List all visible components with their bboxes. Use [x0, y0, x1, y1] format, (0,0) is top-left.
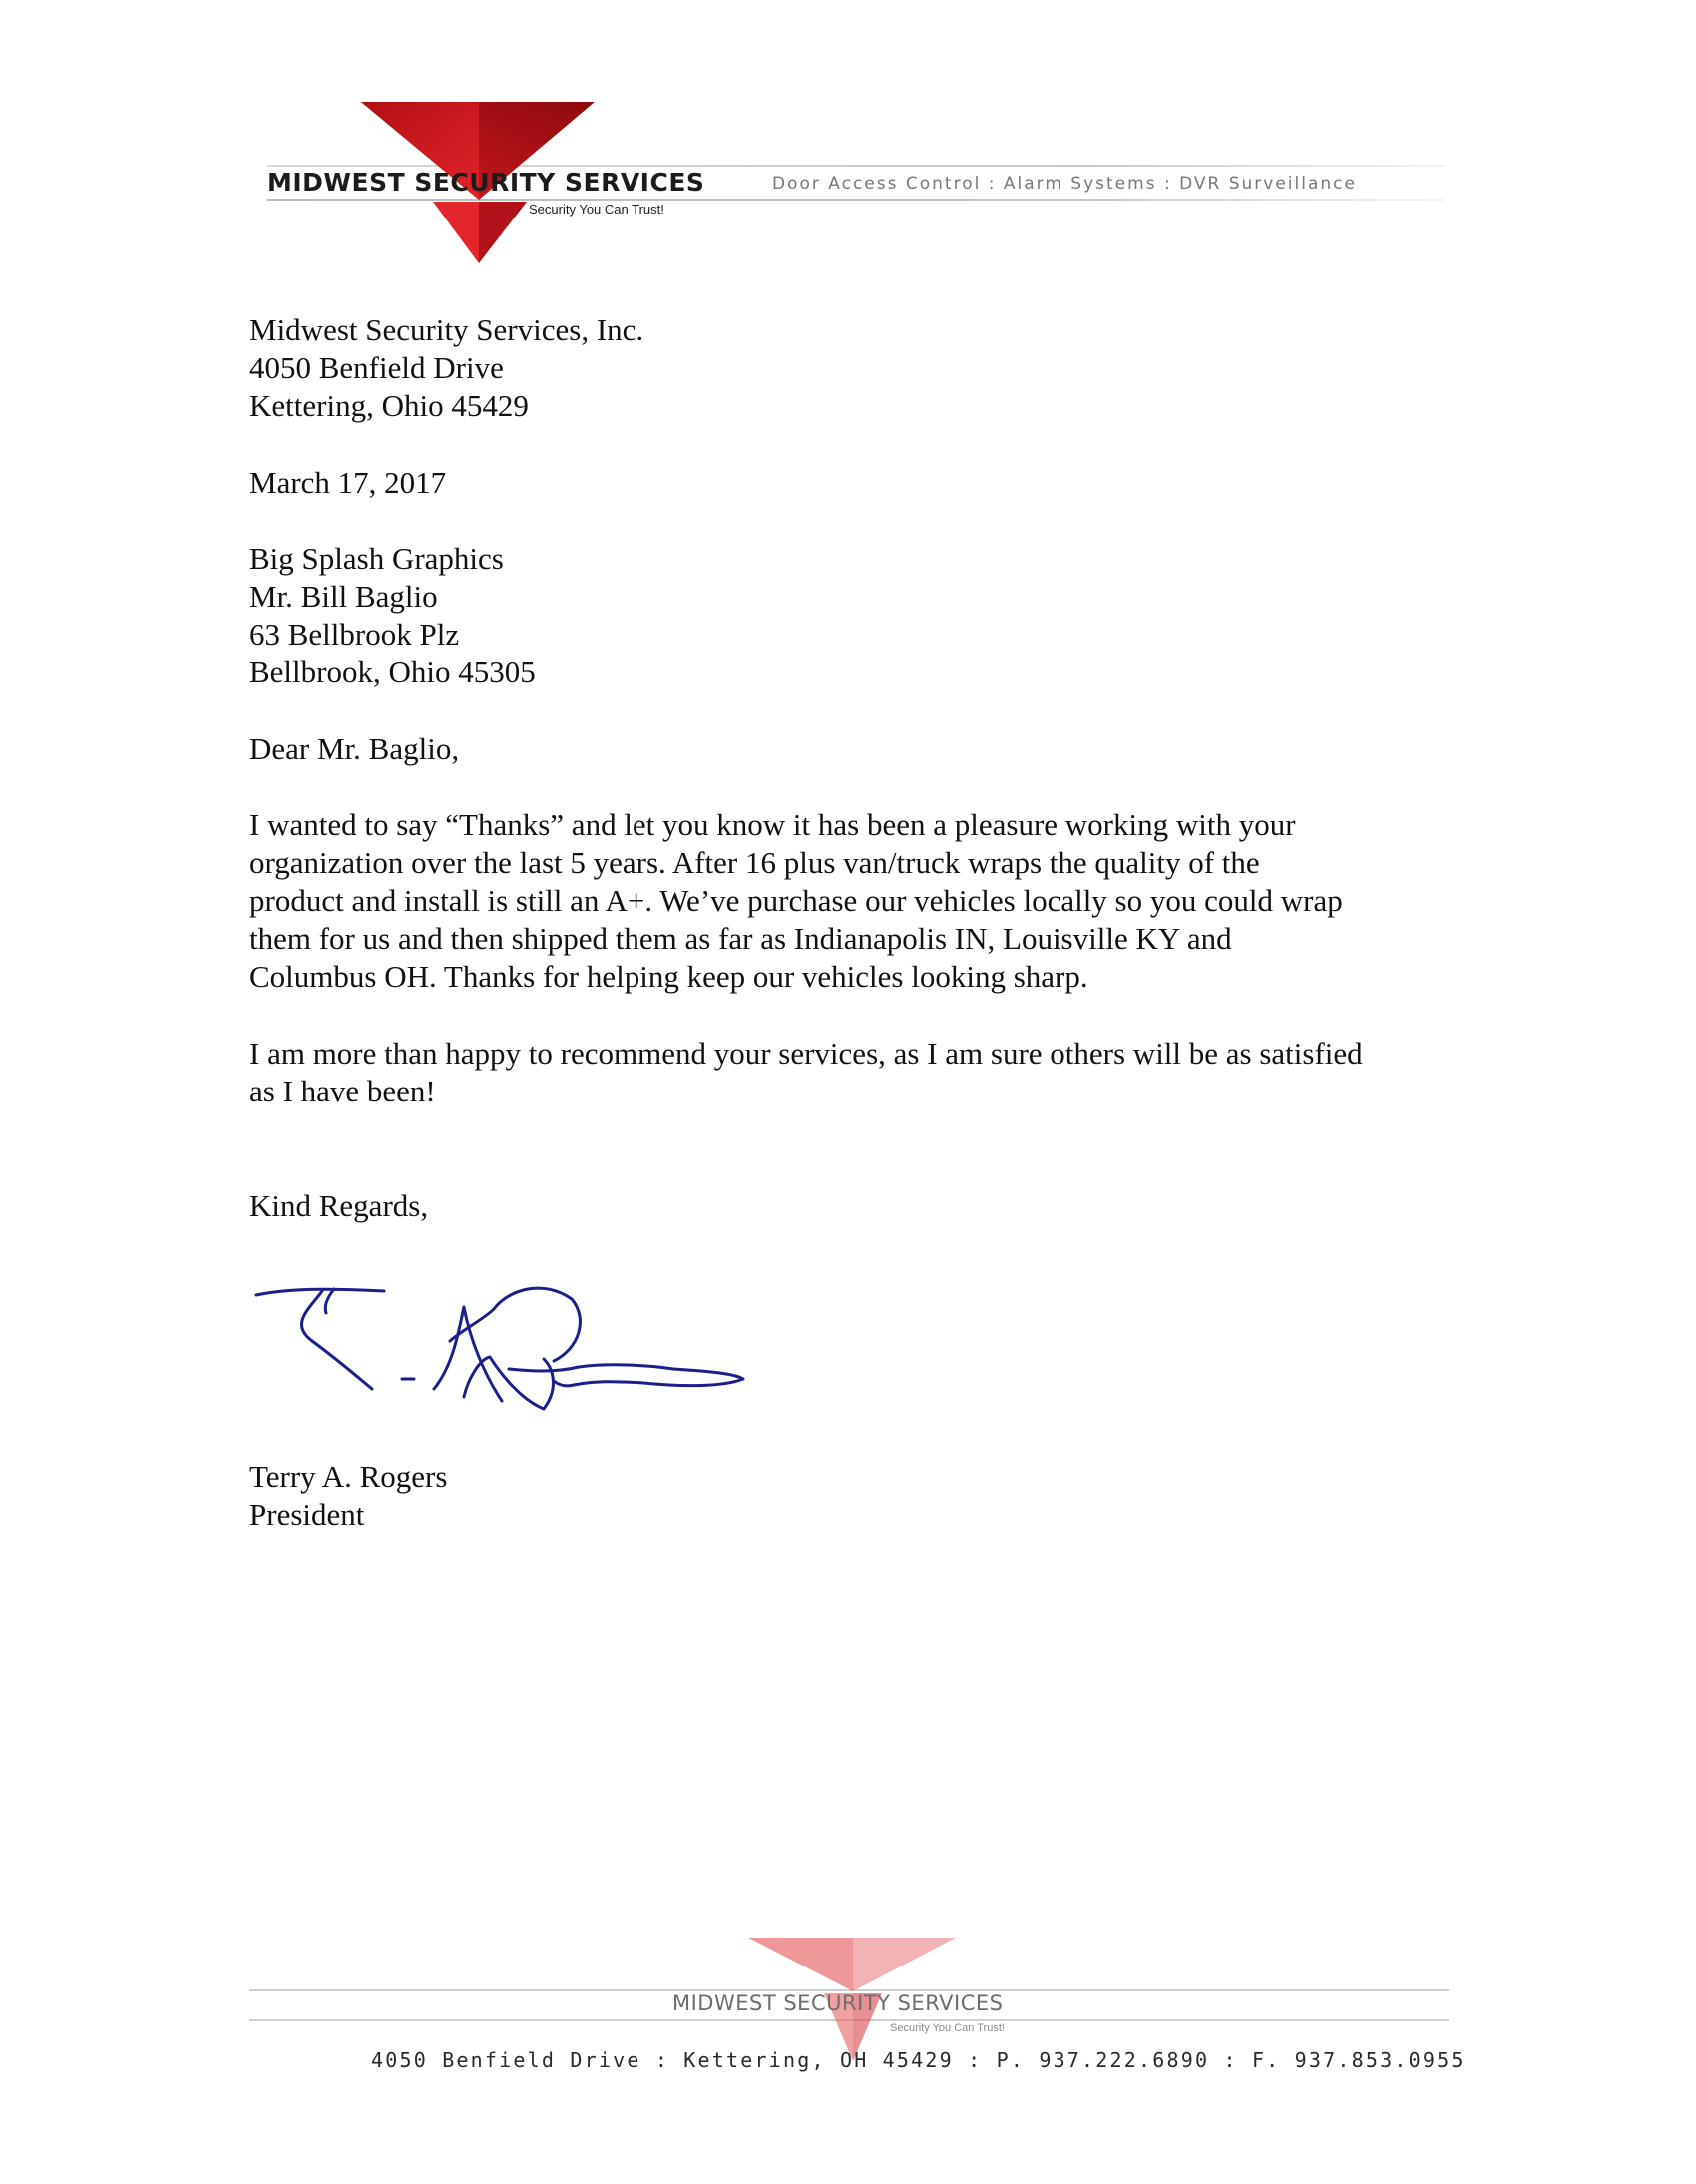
body-line: I am more than happy to recommend your services, as I am sure others will be as satisfied	[249, 1036, 1363, 1071]
signatory-title: President	[249, 1497, 365, 1531]
signatory-name: Terry A. Rogers	[249, 1459, 448, 1494]
recipient-line: Big Splash Graphics	[249, 541, 504, 576]
salutation: Dear Mr. Baglio,	[249, 731, 460, 766]
footer-company-name: MIDWEST SECURITY SERVICES	[672, 1991, 1004, 2015]
services-list: Door Access Control : Alarm Systems : DVR Surveillance	[772, 174, 1357, 194]
handwritten-signature	[254, 1269, 763, 1429]
footer-contact-info: 4050 Benfield Drive : Kettering, OH 45429 : P. 937.222.6890 : F. 937.853.0955	[371, 2048, 1466, 2072]
signatory	[249, 1458, 447, 1533]
body-line: Columbus OH. Thanks for helping keep our vehicles looking sharp.	[249, 959, 1088, 994]
footer-tagline: Security You Can Trust!	[890, 2022, 1005, 2034]
body-line: organization over the last 5 years. After 16 plus van/truck wraps the quality of the	[249, 845, 1260, 880]
body-paragraph-1	[249, 806, 1343, 996]
company-name: MIDWEST SECURITY SERVICES	[267, 168, 705, 197]
letter-date: March 17, 2017	[249, 465, 447, 500]
body-line: as I have been!	[249, 1074, 436, 1108]
sender-address	[249, 311, 643, 425]
recipient-line: Mr. Bill Baglio	[249, 579, 438, 614]
closing: Kind Regards,	[249, 1188, 429, 1223]
company-tagline: Security You Can Trust!	[529, 202, 664, 217]
recipient-address	[249, 540, 536, 691]
sender-line: 4050 Benfield Drive	[249, 350, 504, 385]
body-line: product and install is still an A+. We’ve purchase our vehicles locally so you could wrap	[249, 883, 1343, 918]
body-paragraph-2	[249, 1035, 1363, 1110]
sender-line: Kettering, Ohio 45429	[249, 388, 529, 423]
body-line: I wanted to say “Thanks” and let you know it has been a pleasure working with your	[249, 807, 1296, 842]
recipient-line: Bellbrook, Ohio 45305	[249, 655, 536, 689]
sender-line: Midwest Security Services, Inc.	[249, 312, 644, 347]
recipient-line: 63 Bellbrook Plz	[249, 617, 460, 652]
body-line: them for us and then shipped them as far as Indianapolis IN, Louisville KY and	[249, 921, 1232, 956]
